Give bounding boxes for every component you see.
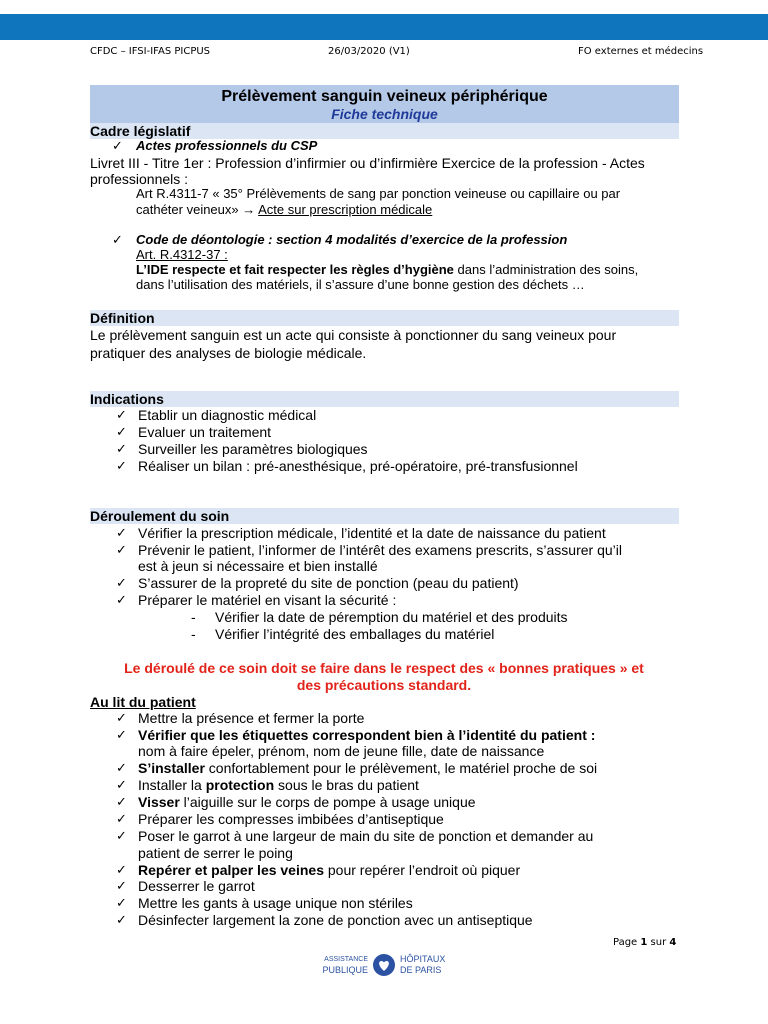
- prescription-link: Acte sur prescription médicale: [258, 202, 433, 217]
- check-icon: ✓: [116, 458, 127, 473]
- lit-bold: Visser: [138, 794, 180, 810]
- check-icon: ✓: [116, 441, 127, 456]
- page-subtitle: Fiche technique: [331, 106, 438, 122]
- logo-assistance: ASSISTANCE: [324, 956, 368, 963]
- deroulement-item-cont: est à jeun si nécessaire et bien installé: [138, 558, 378, 574]
- lit-item: [138, 794, 476, 810]
- page-mid: sur: [647, 937, 670, 948]
- header-center: 26/03/2020 (V1): [328, 46, 410, 57]
- deroulement-item: Vérifier la prescription médicale, l’identité et la date de naissance du patient: [138, 525, 606, 541]
- lit-item: Desserrer le garrot: [138, 878, 255, 894]
- lit-item: Mettre la présence et fermer la porte: [138, 710, 365, 726]
- header-right: FO externes et médecins: [578, 46, 704, 57]
- title-box: [90, 85, 679, 123]
- page-pre: Page: [613, 937, 641, 948]
- lit-rest: pour repérer l’endroit où piquer: [324, 862, 521, 878]
- lit-item: Préparer les compresses imbibées d’antiseptique: [138, 811, 444, 827]
- check-icon: ✓: [116, 828, 127, 843]
- lit-item-cont: patient de serrer le poing: [138, 845, 293, 861]
- section-definition: Définition: [90, 310, 679, 326]
- lit-item: Poser le garrot à une largeur de main du site de ponction et demander au: [138, 828, 594, 844]
- check-icon: ✓: [116, 777, 127, 792]
- check-icon: ✓: [116, 811, 127, 826]
- check-icon: ✓: [116, 794, 127, 809]
- lit-rest: l’aiguille sur le corps de pompe à usage unique: [179, 794, 476, 810]
- art1-line-2: [136, 202, 432, 218]
- logo-left-text: [312, 954, 368, 976]
- check-icon: ✓: [116, 760, 127, 775]
- check-icon: ✓: [116, 424, 127, 439]
- check-icon: ✓: [116, 407, 127, 422]
- section-deroulement: Déroulement du soin: [90, 508, 679, 524]
- section-cadre-legislatif: Cadre législatif: [90, 123, 679, 139]
- lit-rest: confortablement pour le prélèvement, le matériel proche de soi: [204, 760, 598, 776]
- warning-line-2: des précautions standard.: [296, 677, 472, 693]
- deroulement-item: Préparer le matériel en visant la sécurité :: [138, 592, 397, 608]
- check-icon: ✓: [116, 727, 127, 742]
- lit-item: [138, 777, 419, 793]
- section-lit-patient: Au lit du patient: [90, 694, 196, 710]
- check-icon: ✓: [112, 138, 123, 153]
- check-icon: ✓: [116, 592, 127, 607]
- deroulement-subitem: Vérifier la date de péremption du matériel et des produits: [215, 609, 568, 625]
- ide-line-2: dans l’utilisation des matériels, il s’assure d’une bonne gestion des déchets …: [136, 277, 585, 292]
- ide-rest: dans l’administration des soins,: [453, 262, 639, 277]
- check-icon: ✓: [116, 710, 127, 725]
- lit-rest: sous le bras du patient: [274, 777, 419, 793]
- lit-item-cont: nom à faire épeler, prénom, nom de jeune fille, date de naissance: [138, 743, 545, 759]
- lit-item: [138, 862, 520, 878]
- dash-bullet: -: [191, 626, 196, 642]
- csp-title: Actes professionnels du CSP: [136, 138, 318, 153]
- top-color-bar: [0, 14, 768, 40]
- check-icon: ✓: [116, 878, 127, 893]
- lit-item: Désinfecter largement la zone de ponction avec un antiseptique: [138, 912, 533, 928]
- check-icon: ✓: [116, 912, 127, 927]
- check-icon: ✓: [116, 575, 127, 590]
- logo-hopitaux: HÔPITAUX: [400, 954, 446, 964]
- art1-text: cathéter veineux» →: [136, 202, 256, 217]
- check-icon: ✓: [116, 525, 127, 540]
- ide-line-1: [136, 262, 638, 278]
- livre-line-2: professionnels :: [90, 171, 189, 187]
- lit-pre: Installer la: [138, 777, 206, 793]
- ide-bold: L’IDE respecte et fait respecter les règles d’hygiène: [136, 262, 454, 277]
- art2-ref: Art. R.4312-37 :: [136, 247, 228, 262]
- page-current: 1: [640, 937, 648, 948]
- page-total: 4: [669, 937, 677, 948]
- lit-bold: Repérer et palper les veines: [138, 862, 324, 878]
- lit-item: Vérifier que les étiquettes correspondent bien à l’identité du patient :: [138, 727, 596, 743]
- logo-publique: PUBLIQUE: [322, 965, 368, 975]
- logo-right-text: [400, 954, 460, 976]
- lit-item: [138, 760, 597, 776]
- section-indications: Indications: [90, 391, 679, 407]
- page-number: [613, 937, 676, 948]
- art1-line-1: Art R.4311-7 « 35° Prélèvements de sang par ponction veineuse ou capillaire ou par: [136, 186, 621, 201]
- deroulement-item: S’assurer de la propreté du site de ponction (peau du patient): [138, 575, 519, 591]
- deroulement-item: Prévenir le patient, l’informer de l’intérêt des examens prescrits, s’assurer qu’il: [138, 542, 622, 558]
- definition-line-1: Le prélèvement sanguin est un acte qui consiste à ponctionner du sang veineux pour: [90, 327, 617, 343]
- indication-item: Evaluer un traitement: [138, 424, 272, 440]
- deontologie-title: Code de déontologie : section 4 modalités d’exercice de la profession: [136, 232, 568, 247]
- indication-item: Etablir un diagnostic médical: [138, 407, 317, 423]
- lit-bold: S’installer: [138, 760, 205, 776]
- indication-item: Surveiller les paramètres biologiques: [138, 441, 368, 457]
- warning-line-1: Le déroulé de ce soin doit se faire dans le respect des « bonnes pratiques » et: [124, 660, 644, 676]
- definition-line-2: pratiquer des analyses de biologie médicale.: [90, 345, 367, 361]
- lit-bold: protection: [205, 777, 275, 793]
- lit-item: Mettre les gants à usage unique non stériles: [138, 895, 413, 911]
- check-icon: ✓: [116, 895, 127, 910]
- check-icon: ✓: [112, 232, 123, 247]
- dash-bullet: -: [191, 609, 196, 625]
- page-title: Prélèvement sanguin veineux périphérique: [221, 88, 548, 105]
- deroulement-subitem: Vérifier l’intégrité des emballages du matériel: [215, 626, 495, 642]
- heart-logo-icon: [372, 953, 396, 977]
- indication-item: Réaliser un bilan : pré-anesthésique, pré-opératoire, pré-transfusionnel: [138, 458, 578, 474]
- check-icon: ✓: [116, 542, 127, 557]
- livre-line-1: Livret III - Titre 1er : Profession d’infirmier ou d’infirmière Exercice de la profession - Actes: [90, 155, 645, 171]
- check-icon: ✓: [116, 862, 127, 877]
- logo-de-paris: DE PARIS: [400, 965, 442, 975]
- aphp-logo: [312, 952, 457, 980]
- header-left: CFDC – IFSI-IFAS PICPUS: [90, 46, 211, 57]
